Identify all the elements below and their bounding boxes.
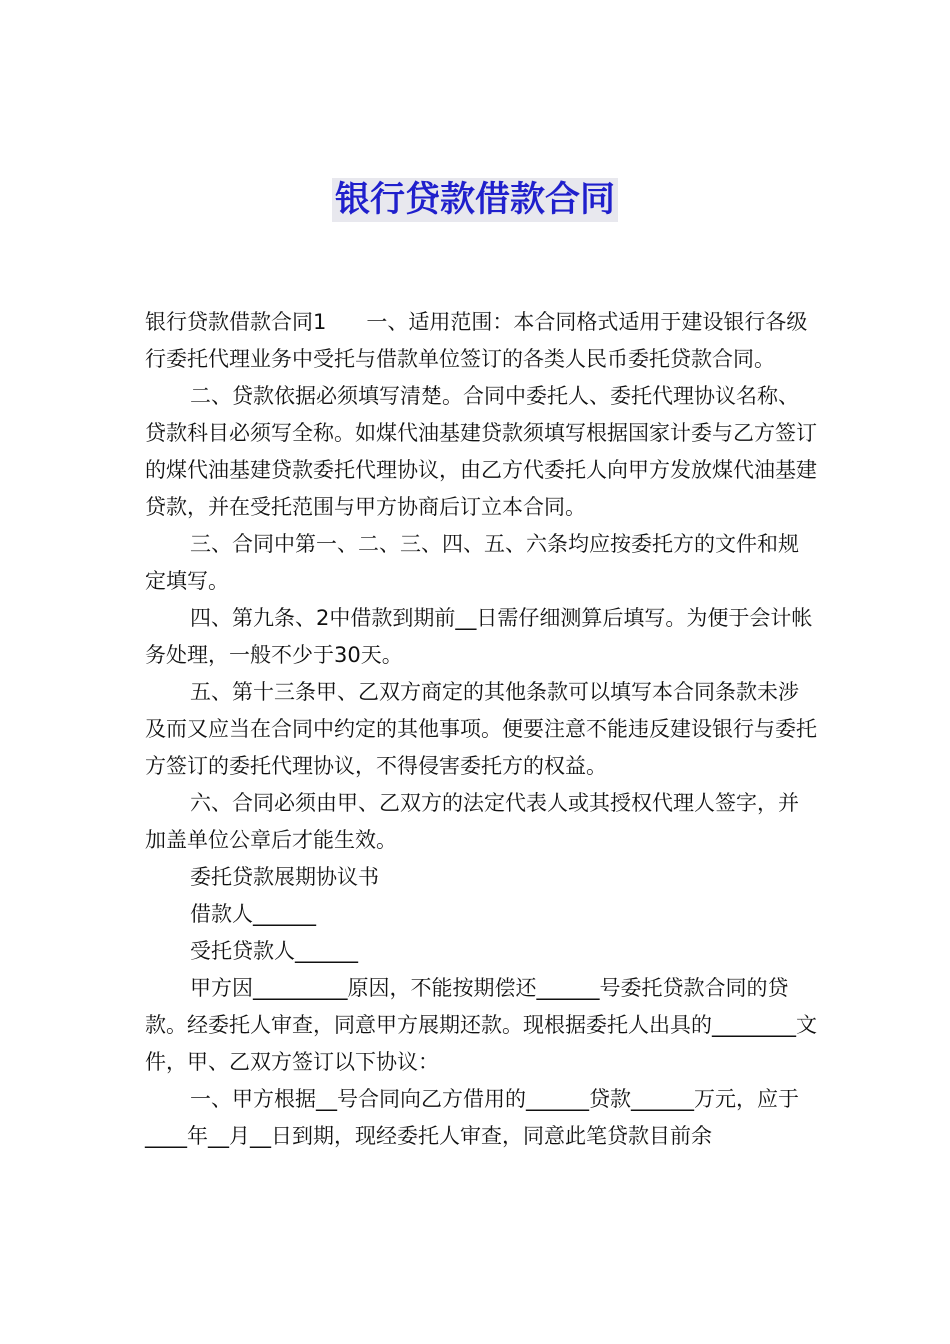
document-body <box>145 304 817 1155</box>
document-title: 银行贷款借款合同 <box>332 178 618 222</box>
paragraph-11: 一、甲方根据__号合同向乙方借用的______贷款______万元，应于____年__月__日到期，现经委托人审查，同意此笔贷款目前余 <box>145 1087 799 1148</box>
paragraph-1-body: 一、适用范围：本合同格式适用于建设银行各级行委托代理业务中受托与借款单位签订的各类人民币委托贷款合同。 <box>145 310 808 371</box>
paragraph-1 <box>145 304 817 378</box>
paragraph-4: 四、第九条、2中借款到期前__日需仔细测算后填写。为便于会计帐务处理，一般不少于30天。 <box>145 606 813 667</box>
paragraph-2: 二、贷款依据必须填写清楚。合同中委托人、委托代理协议名称、贷款科目必须写全称。如煤代油基建贷款须填写根据国家计委与乙方签订的煤代油基建贷款委托代理协议，由乙方代委托人向甲方发放煤代油基建贷款，并在受托范围与甲方协商后订立本合同。 <box>145 384 817 519</box>
title-container <box>0 178 950 222</box>
paragraph-5: 五、第十三条甲、乙双方商定的其他条款可以填写本合同条款未涉及而又应当在合同中约定的其他事项。便要注意不能违反建设银行与委托方签订的委托代理协议，不得侵害委托方的权益。 <box>145 680 817 778</box>
paragraph-8-borrower: 借款人______ <box>190 902 316 926</box>
paragraph-9-lender: 受托贷款人______ <box>190 939 358 963</box>
paragraph-7-subtitle: 委托贷款展期协议书 <box>190 865 379 889</box>
paragraph-6: 六、合同必须由甲、乙双方的法定代表人或其授权代理人签字，并加盖单位公章后才能生效。 <box>145 791 799 852</box>
paragraph-10: 甲方因_________原因，不能按期偿还______号委托贷款合同的贷款。经委托人审查，同意甲方展期还款。现根据委托人出具的________文件，甲、乙双方签订以下协议： <box>145 976 817 1074</box>
paragraph-1-heading: 银行贷款借款合同1 <box>145 310 327 334</box>
paragraph-3: 三、合同中第一、二、三、四、五、六条均应按委托方的文件和规定填写。 <box>145 532 799 593</box>
